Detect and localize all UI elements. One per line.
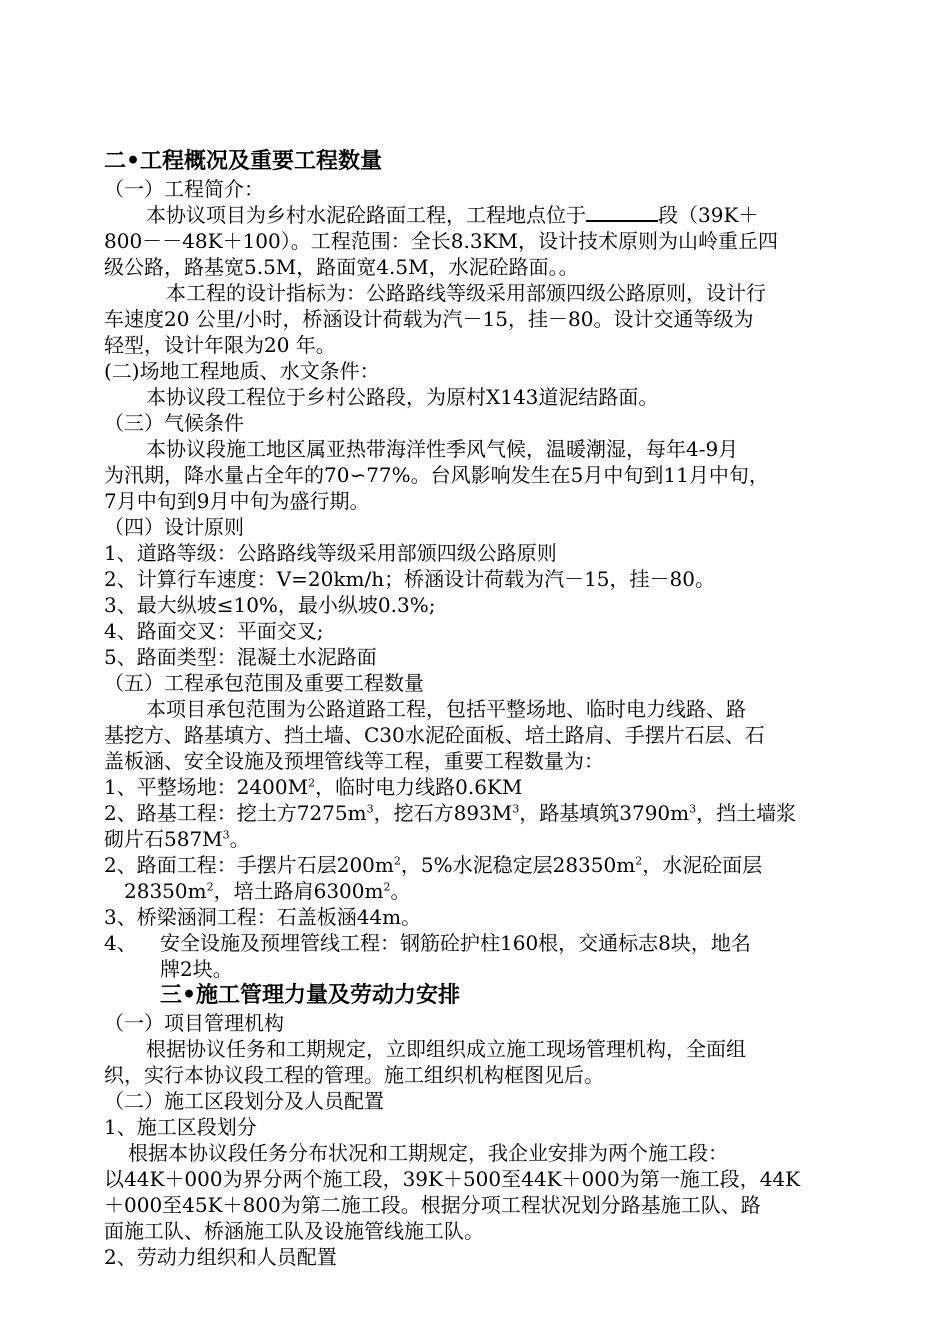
paragraph-line: 本项目承包范围为公路道路工程，包括平整场地、临时电力线路、路 [146,697,746,721]
text-run: ，水泥砼面层 [642,853,763,877]
superscript: 3 [222,828,230,842]
superscript: 2 [308,776,316,790]
text-run: ，5%水泥稳定层28350m [400,853,636,877]
superscript: 2 [206,880,214,894]
text-run: ，路基填筑3790m [519,801,690,825]
paragraph-line: 车速度20 公里/小时，桥涵设计荷载为汽－15，挂－80。设计交通等级为 [104,307,754,331]
text-run: 1、平整场地：2400M [104,775,309,799]
paragraph-line: ＋000至45K＋800为第二施工段。根据分项工程状况划分路基施工队、路 [104,1193,761,1217]
paragraph-line: 为汛期，降水量占全年的70∽77%。台风影响发生在5月中旬到11月中旬， [104,463,769,487]
subsection-1-title: （一）工程简介： [104,177,264,201]
list-item-continuation [124,878,410,904]
superscript: 3 [512,802,520,816]
superscript: 3 [689,802,697,816]
paragraph-line: 7月中旬到9月中旬为盛行期。 [104,489,370,513]
subsection-4-title: （四）设计原则 [104,515,244,539]
list-item [104,774,522,800]
list-item-continuation: 牌2块。 [160,957,233,981]
superscript: 2 [393,854,401,868]
list-item: 3、最大纵坡≤10%，最小纵坡0.3%; [104,593,436,617]
list-item [104,800,796,826]
subsection-3-title: （三）气候条件 [104,411,244,435]
text-run: 2、路基工程：挖土方7275m [104,801,367,825]
text-run: ，挖石方893M [373,801,513,825]
paragraph-line [146,202,758,228]
text-run: 。 [229,827,250,851]
list-item: 2、劳动力组织和人员配置 [104,1245,337,1269]
subsection-1-title: （一）项目管理机构 [104,1011,284,1035]
section-3-heading: 三•施工管理力量及劳动力安排 [160,982,461,1008]
text-run: 砌片石587M [104,827,223,851]
list-item: 安全设施及预埋管线工程：钢筋砼护柱160根，交通标志8块，地名 [160,931,751,955]
list-item: 5、路面类型：混凝土水泥路面 [104,645,377,669]
subsection-2-title: (二)场地工程地质、水文条件： [104,359,380,383]
list-item-continuation [104,826,250,852]
list-item: 4、路面交叉：平面交叉; [104,619,324,643]
text-run: 本协议项目为乡村水泥砼路面工程，工程地点位于 [146,203,586,227]
text-run: ，培土路肩6300m [213,879,384,903]
section-2-heading: 二•工程概况及重要工程数量 [104,148,383,174]
list-item: 1、道路等级：公路路线等级采用部颁四级公路原则 [104,541,557,565]
list-item [104,852,762,878]
paragraph-line: 本协议段工程位于乡村公路段，为原村X143道泥结路面。 [146,385,659,409]
paragraph-line: 本协议段施工地区属亚热带海洋性季风气候，温暖潮湿，每年4-9月 [146,437,739,461]
text-run: 28350m [124,879,207,903]
text-run: ，临时电力线路0.6KM [315,775,523,799]
paragraph-line: 面施工队、桥涵施工队及设施管线施工队。 [104,1219,484,1243]
superscript: 2 [383,880,391,894]
paragraph-line: 盖板涵、安全设施及预埋管线等工程，重要工程数量为： [104,749,604,773]
list-item: 2、计算行车速度：V=20km/h；桥涵设计荷载为汽－15，挂－80。 [104,567,715,591]
paragraph-line: 根据本协议段任务分布状况和工期规定，我企业安排为两个施工段： [128,1141,728,1165]
text-run: 段（39K＋ [658,203,759,227]
list-item: 1、施工区段划分 [104,1115,257,1139]
paragraph-line: 织，实行本协议段工程的管理。施工组织机构框图见后。 [104,1063,604,1087]
paragraph-line: 800－－48K＋100）。工程范围：全长8.3KM，设计技术原则为山岭重丘四 [104,229,778,253]
list-item-number: 4、 [104,931,137,955]
paragraph-line: 以44K＋000为界分两个施工段，39K＋500至44K＋000为第一施工段，44K [104,1167,801,1191]
paragraph-line: 本工程的设计指标为：公路路线等级采用部颁四级公路原则，设计行 [166,281,766,305]
blank-underline [586,202,658,222]
superscript: 2 [635,854,643,868]
text-run: ，挡土墙浆 [696,801,797,825]
paragraph-line: 轻型，设计年限为20 年。 [104,333,336,357]
text-run: 。 [390,879,411,903]
paragraph-line: 级公路，路基宽5.5M，路面宽4.5M，水泥砼路面。。 [104,255,579,279]
list-item: 3、桥梁涵洞工程：石盖板涵44m。 [104,905,422,929]
paragraph-line: 根据协议任务和工期规定，立即组织成立施工现场管理机构，全面组 [146,1037,746,1061]
subsection-2-title: （二）施工区段划分及人员配置 [104,1089,384,1113]
text-run: 2、路面工程：手摆片石层200m [104,853,394,877]
subsection-5-title: （五）工程承包范围及重要工程数量 [104,671,424,695]
superscript: 3 [366,802,374,816]
paragraph-line: 基挖方、路基填方、挡土墙、C30水泥砼面板、培土路肩、手摆片石层、石 [104,723,765,747]
